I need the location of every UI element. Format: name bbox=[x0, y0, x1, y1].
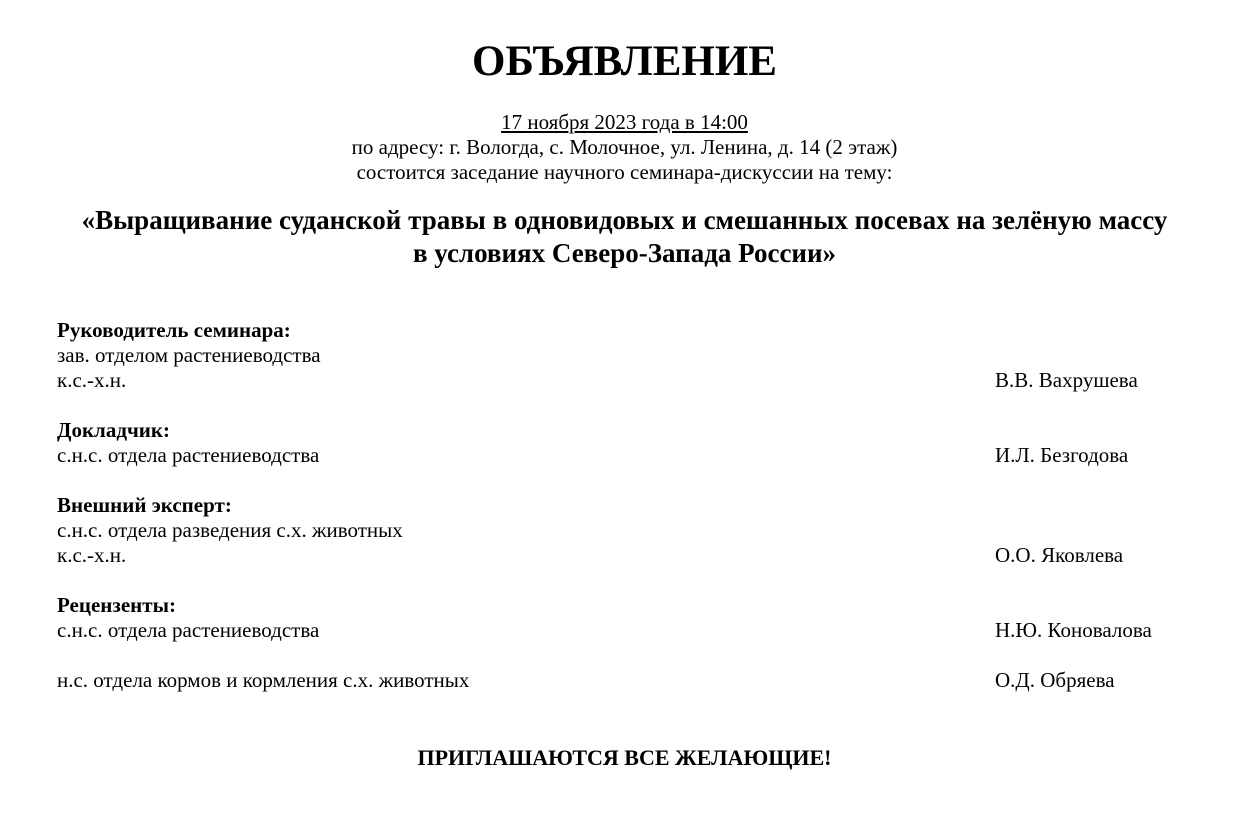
participants-list bbox=[57, 318, 1197, 693]
page-title: ОБЪЯВЛЕНИЕ bbox=[472, 38, 777, 85]
role-expert bbox=[57, 493, 1197, 568]
role-heading: Рецензенты: bbox=[57, 593, 176, 617]
role-degree: к.с.-х.н. bbox=[57, 368, 127, 392]
role-heading: Внешний эксперт: bbox=[57, 493, 232, 517]
event-description: состоится заседание научного семинара-дискуссии на тему: bbox=[356, 160, 893, 184]
role-heading: Докладчик: bbox=[57, 418, 170, 442]
role-speaker bbox=[57, 418, 1197, 468]
topic-line-1: «Выращивание суданской травы в одновидовых и смешанных посевах на зелёную массу bbox=[81, 205, 1168, 235]
role-head bbox=[57, 318, 1197, 393]
seminar-topic bbox=[0, 204, 1245, 270]
reviewer-position: с.н.с. отдела растениеводства bbox=[57, 618, 320, 642]
event-info bbox=[0, 110, 1245, 185]
role-degree: к.с.-х.н. bbox=[57, 543, 127, 567]
reviewer-name: Н.Ю. Коновалова bbox=[995, 618, 1152, 642]
role-heading: Руководитель семинара: bbox=[57, 318, 291, 342]
role-reviewers bbox=[57, 593, 1197, 693]
topic-line-2: в условиях Северо-Запада России» bbox=[412, 238, 837, 268]
role-name: И.Л. Безгодова bbox=[995, 443, 1129, 467]
role-position: с.н.с. отдела растениеводства bbox=[57, 443, 320, 467]
invitation-footer: ПРИГЛАШАЮТСЯ ВСЕ ЖЕЛАЮЩИЕ! bbox=[417, 745, 832, 770]
role-name: В.В. Вахрушева bbox=[995, 368, 1138, 392]
role-position: с.н.с. отдела разведения с.х. животных bbox=[57, 518, 403, 542]
role-position: зав. отделом растениеводства bbox=[57, 343, 321, 367]
event-address: по адресу: г. Вологда, с. Молочное, ул. Ленина, д. 14 (2 этаж) bbox=[351, 135, 898, 159]
event-date: 17 ноября 2023 года в 14:00 bbox=[501, 110, 748, 134]
role-name: О.О. Яковлева bbox=[995, 543, 1124, 567]
reviewer-name: О.Д. Обряева bbox=[995, 668, 1115, 692]
reviewer-position: н.с. отдела кормов и кормления с.х. животных bbox=[57, 668, 470, 692]
